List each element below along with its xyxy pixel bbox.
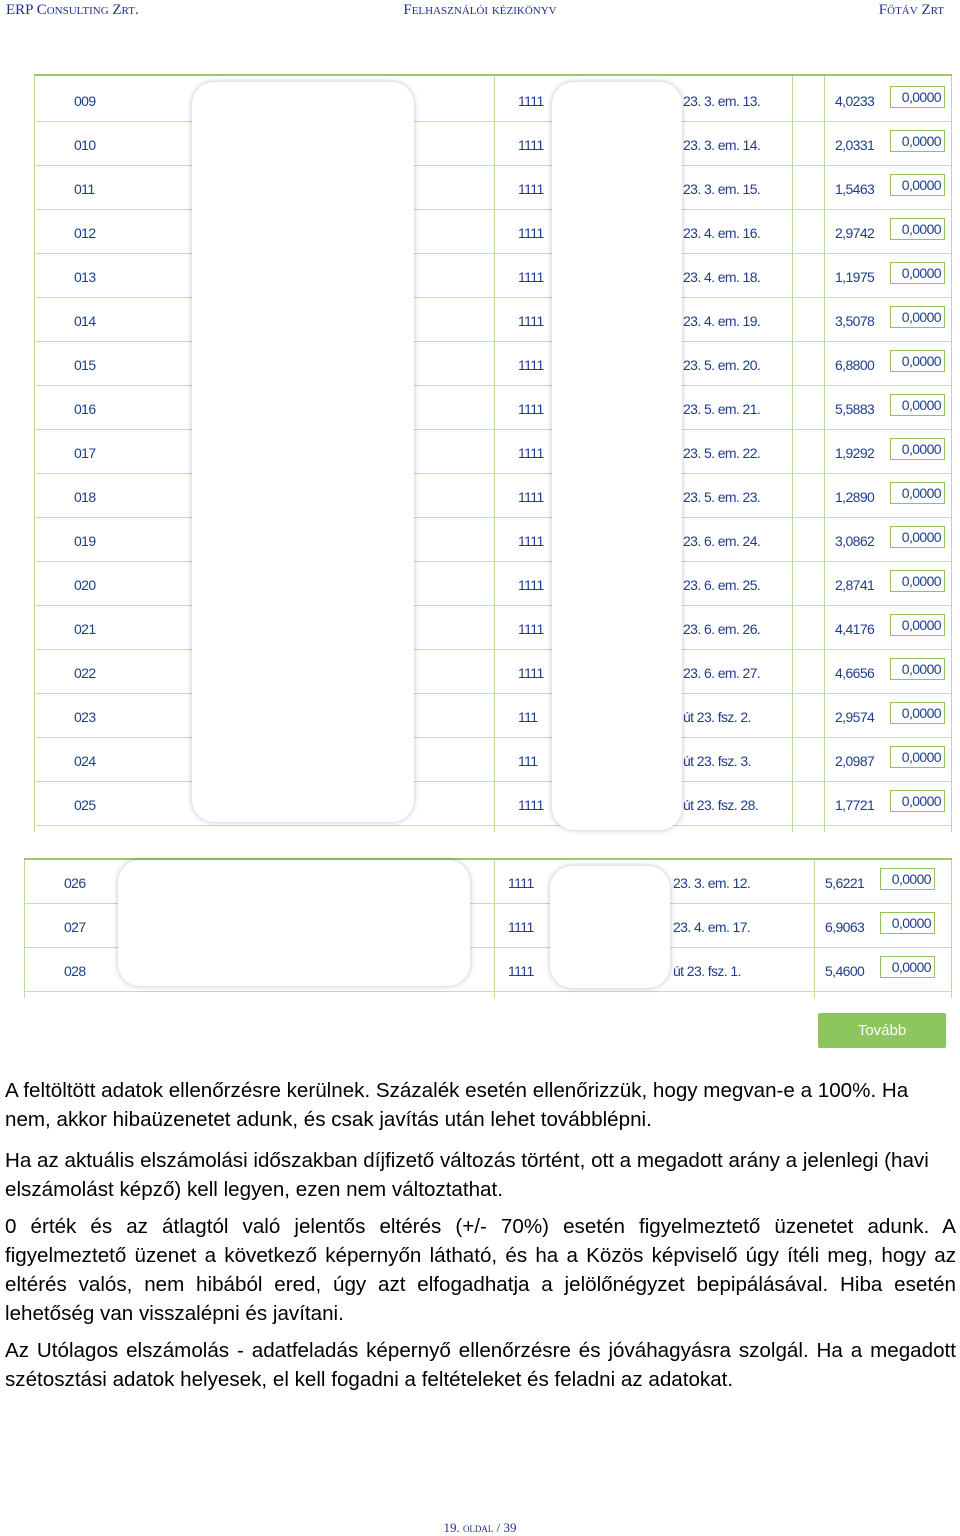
row-ratio: 3,0862 <box>835 533 875 549</box>
row-code: 1111 <box>518 181 544 197</box>
row-address: út 23. fsz. 28. <box>683 797 759 813</box>
row-address: 23. 6. em. 26. <box>683 621 761 637</box>
row-address: 23. 4. em. 18. <box>683 269 761 285</box>
percent-input[interactable]: 0,0000 <box>880 868 935 890</box>
row-address: út 23. fsz. 1. <box>673 963 741 979</box>
row-ratio: 1,9292 <box>835 445 875 461</box>
percent-input[interactable]: 0,0000 <box>890 482 945 504</box>
row-address: 23. 3. em. 15. <box>683 181 761 197</box>
table-row <box>34 606 952 650</box>
row-id: 026 <box>64 875 86 891</box>
row-code: 111 <box>518 753 538 769</box>
redaction-mask <box>118 860 470 986</box>
header-title: Felhasználói kézikönyv <box>403 2 557 18</box>
row-ratio: 5,4600 <box>825 963 865 979</box>
row-code: 1111 <box>518 621 544 637</box>
row-code: 1111 <box>518 577 544 593</box>
body-text <box>5 1076 956 1398</box>
table-row <box>34 518 952 562</box>
row-id: 022 <box>74 665 96 681</box>
row-code: 1111 <box>518 665 544 681</box>
redaction-mask <box>192 82 414 822</box>
row-ratio: 6,8800 <box>835 357 875 373</box>
row-ratio: 2,8741 <box>835 577 875 593</box>
row-address: 23. 4. em. 17. <box>673 919 751 935</box>
row-address: 23. 6. em. 25. <box>683 577 761 593</box>
row-id: 018 <box>74 489 96 505</box>
percent-input[interactable]: 0,0000 <box>890 438 945 460</box>
percent-input[interactable]: 0,0000 <box>890 306 945 328</box>
row-divider <box>34 825 952 826</box>
row-code: 111 <box>518 709 538 725</box>
row-ratio: 1,5463 <box>835 181 875 197</box>
table-row <box>34 166 952 210</box>
row-id: 016 <box>74 401 96 417</box>
table-row <box>34 562 952 606</box>
percent-input[interactable]: 0,0000 <box>890 526 945 548</box>
row-id: 010 <box>74 137 96 153</box>
percent-input[interactable]: 0,0000 <box>890 218 945 240</box>
row-code: 1111 <box>518 401 544 417</box>
table-row <box>34 738 952 782</box>
row-address: 23. 4. em. 19. <box>683 313 761 329</box>
row-address: 23. 4. em. 16. <box>683 225 761 241</box>
redaction-mask <box>552 82 682 830</box>
row-id: 014 <box>74 313 96 329</box>
percent-input[interactable]: 0,0000 <box>890 86 945 108</box>
row-ratio: 2,0331 <box>835 137 875 153</box>
percent-input[interactable]: 0,0000 <box>890 746 945 768</box>
percent-input[interactable]: 0,0000 <box>890 394 945 416</box>
table-row <box>34 342 952 386</box>
table-row <box>34 298 952 342</box>
percent-input[interactable]: 0,0000 <box>890 570 945 592</box>
row-code: 1111 <box>518 489 544 505</box>
row-id: 024 <box>74 753 96 769</box>
percent-input[interactable]: 0,0000 <box>890 614 945 636</box>
row-id: 025 <box>74 797 96 813</box>
row-ratio: 1,2890 <box>835 489 875 505</box>
row-id: 013 <box>74 269 96 285</box>
row-id: 017 <box>74 445 96 461</box>
percent-input[interactable]: 0,0000 <box>890 262 945 284</box>
table-row <box>34 78 952 122</box>
header-company: ERP Consulting Zrt. <box>6 2 139 18</box>
row-ratio: 2,9574 <box>835 709 875 725</box>
row-code: 1111 <box>518 137 544 153</box>
row-address: 23. 6. em. 27. <box>683 665 761 681</box>
row-address: 23. 3. em. 14. <box>683 137 761 153</box>
paragraph: Az Utólagos elszámolás - adatfeladás képernyő ellenőrzésre és jóváhagyásra szolgál. Ha a megadott szétosztási adatok helyesek, el kell fogadni a feltételeket és feladni az adatokat. <box>5 1339 956 1391</box>
table-row <box>34 386 952 430</box>
percent-input[interactable]: 0,0000 <box>890 350 945 372</box>
redaction-mask <box>550 866 670 988</box>
row-code: 1111 <box>518 225 544 241</box>
row-code: 1111 <box>518 445 544 461</box>
table-row <box>34 254 952 298</box>
row-address: 23. 3. em. 13. <box>683 93 761 109</box>
paragraph: 0 érték és az átlagtól való jelentős eltérés (+/- 70%) esetén figyelmeztető üzenetet adunk. A figyelmeztető üzenet a következő képernyőn látható, és ha a Közös képviselő úgy ítéli meg, hogy az eltérés valós, nem hibából ered, úgy azt elfogadhatja a jelölőnégyzet bepipálásával. Hiba esetén lehetőség van visszalépni és javítani. <box>5 1215 956 1325</box>
row-id: 012 <box>74 225 96 241</box>
row-code: 1111 <box>518 797 544 813</box>
table-row <box>34 122 952 166</box>
row-id: 028 <box>64 963 86 979</box>
row-address: 23. 6. em. 24. <box>683 533 761 549</box>
percent-input[interactable]: 0,0000 <box>880 956 935 978</box>
row-address: 23. 5. em. 21. <box>683 401 761 417</box>
row-code: 1111 <box>518 313 544 329</box>
row-ratio: 5,6221 <box>825 875 865 891</box>
row-ratio: 2,0987 <box>835 753 875 769</box>
row-address: 23. 5. em. 23. <box>683 489 761 505</box>
row-code: 1111 <box>508 963 534 979</box>
page-number: 19. oldal / 39 <box>443 1520 517 1535</box>
row-address: 23. 5. em. 22. <box>683 445 761 461</box>
row-code: 1111 <box>518 357 544 373</box>
paragraph: A feltöltött adatok ellenőrzésre kerülnek. Százalék esetén ellenőrizzük, hogy megvan-e a 100%. Ha nem, akkor hibaüzenetet adunk, és csak javítás után lehet továbblépni. <box>5 1079 909 1131</box>
row-id: 021 <box>74 621 96 637</box>
row-address: út 23. fsz. 3. <box>683 753 751 769</box>
row-code: 1111 <box>518 269 544 285</box>
row-id: 027 <box>64 919 86 935</box>
row-id: 009 <box>74 93 96 109</box>
row-ratio: 4,4176 <box>835 621 875 637</box>
row-ratio: 6,9063 <box>825 919 865 935</box>
percent-input[interactable]: 0,0000 <box>890 702 945 724</box>
percent-input[interactable]: 0,0000 <box>880 912 935 934</box>
row-ratio: 3,5078 <box>835 313 875 329</box>
row-address: út 23. fsz. 2. <box>683 709 751 725</box>
row-ratio: 4,0233 <box>835 93 875 109</box>
row-ratio: 5,5883 <box>835 401 875 417</box>
table-row <box>34 694 952 738</box>
row-ratio: 4,6656 <box>835 665 875 681</box>
row-id: 011 <box>74 181 95 197</box>
distribution-table-1 <box>34 74 952 832</box>
row-ratio: 1,1975 <box>835 269 875 285</box>
row-code: 1111 <box>508 875 534 891</box>
row-id: 015 <box>74 357 96 373</box>
paragraph: Ha az aktuális elszámolási időszakban díjfizető változás történt, ott a megadott arány a jelenlegi (havi elszámolást képző) kell legyen, ezen nem változtathat. <box>5 1149 929 1201</box>
row-id: 023 <box>74 709 96 725</box>
percent-input[interactable]: 0,0000 <box>890 658 945 680</box>
row-code: 1111 <box>508 919 534 935</box>
row-ratio: 1,7721 <box>835 797 875 813</box>
row-ratio: 2,9742 <box>835 225 875 241</box>
row-id: 020 <box>74 577 96 593</box>
table-row <box>34 430 952 474</box>
percent-input[interactable]: 0,0000 <box>890 130 945 152</box>
table-row <box>34 210 952 254</box>
percent-input[interactable]: 0,0000 <box>890 790 945 812</box>
table-row <box>34 474 952 518</box>
row-address: 23. 5. em. 20. <box>683 357 761 373</box>
next-button[interactable]: Tovább <box>818 1013 946 1048</box>
row-divider <box>24 991 952 992</box>
row-id: 019 <box>74 533 96 549</box>
percent-input[interactable]: 0,0000 <box>890 174 945 196</box>
table-row <box>34 782 952 826</box>
header-client: Főtáv Zrt <box>878 2 944 18</box>
row-code: 1111 <box>518 533 544 549</box>
row-code: 1111 <box>518 93 544 109</box>
row-address: 23. 3. em. 12. <box>673 875 751 891</box>
table-row <box>34 650 952 694</box>
